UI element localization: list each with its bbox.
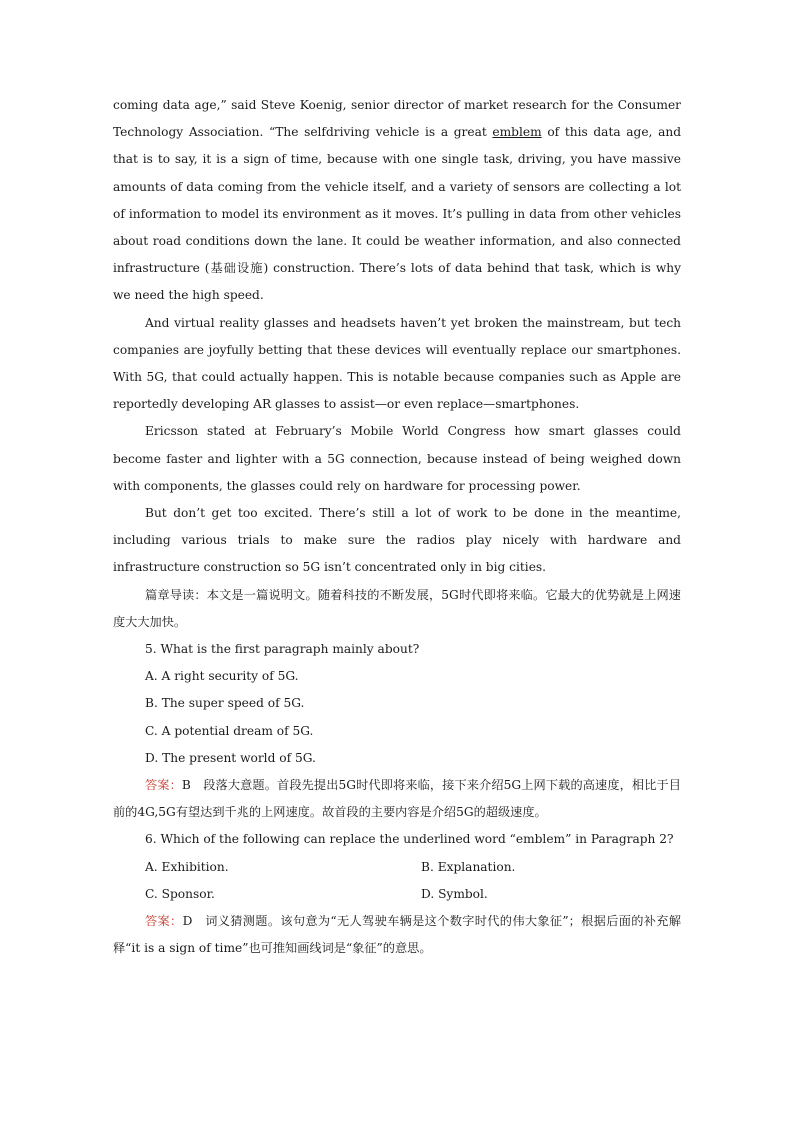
question-6-option-a: A. Exhibition. <box>145 859 229 874</box>
question-6-answer <box>113 908 681 962</box>
guide-text: 本文是一篇说明文。随着科技的不断发展，5G时代即将来临。它最大的优势就是上网速度大大加快。 <box>113 587 681 629</box>
question-6-option-d: D. Symbol. <box>421 886 488 901</box>
question-6-stem: 6. Which of the following can replace the underlined word “emblem” in Paragraph 2? <box>145 832 674 847</box>
answer-explanation: B 段落大意题。首段先提出5G时代即将来临，接下来介绍5G上网下载的高速度，相比于目前的4G,5G有望达到千兆的上网速度。故首段的主要内容是介绍5G的超级速度。 <box>113 778 681 820</box>
paragraph-1 <box>113 92 681 310</box>
guide-label: 篇章导读： <box>145 587 207 602</box>
document-page <box>113 92 681 963</box>
question-6-option-c: C. Sponsor. <box>145 886 215 901</box>
paragraph-2: And virtual reality glasses and headsets haven’t yet broken the mainstream, but tech companies are joyfully betting that these devices will eventually replace our smartphones. With 5G, that could actually happen. This is notable because companies such as Apple are reportedly developing AR glasses to assist—or even replace—smartphones. <box>113 315 681 412</box>
question-5-answer <box>113 772 681 826</box>
question-6-option-b: B. Explanation. <box>421 859 516 874</box>
question-5-option-a: A. A right security of 5G. <box>145 669 299 684</box>
paragraph-1-text-a: coming data age,” said Steve Koenig, senior director of market research for the Consumer Technology Association. “The selfdriving vehicle is a great <box>113 98 681 140</box>
question-5-stem: 5. What is the first paragraph mainly about? <box>145 642 420 657</box>
paragraph-3: Ericsson stated at February’s Mobile World Congress how smart glasses could become faster and lighter with a 5G connection, because instead of being weighed down with components, the glasses could rely on hardware for processing power. <box>113 424 681 493</box>
answer-label: 答案： <box>145 778 182 793</box>
question-6-options-row-1 <box>113 854 681 881</box>
question-5-option-b: B. The super speed of 5G. <box>145 696 305 711</box>
underlined-word-emblem: emblem <box>492 125 542 140</box>
question-6-options-row-2 <box>113 881 681 908</box>
paragraph-1-text-b: of this data age, and that is to say, it is a sign of time, because with one single task, driving, you have massive amounts of data coming from the vehicle itself, and a variety of sensors are collecting a lot of information to model its environment as it moves. It’s pulling in data from other vehicles about road conditions down the lane. It could be weather information, and also connected infrastructure (基础设施) construction. There’s lots of data behind that task, which is why we need the high speed. <box>113 125 682 303</box>
paragraph-4: But don’t get too excited. There’s still a lot of work to be done in the meantime, including various trials to make sure the radios play nicely with hardware and infrastructure construction so 5G isn’t concentrated only in big cities. <box>113 506 681 575</box>
passage-guide <box>113 582 681 636</box>
answer-explanation: D 词义猜测题。该句意为“无人驾驶车辆是这个数字时代的伟大象征”；根据后面的补充解释“it is a sign of time”也可推知画线词是“象征”的意思。 <box>113 914 682 956</box>
question-5-option-c: C. A potential dream of 5G. <box>145 723 314 738</box>
answer-label: 答案： <box>145 914 183 929</box>
question-5-option-d: D. The present world of 5G. <box>145 750 316 765</box>
